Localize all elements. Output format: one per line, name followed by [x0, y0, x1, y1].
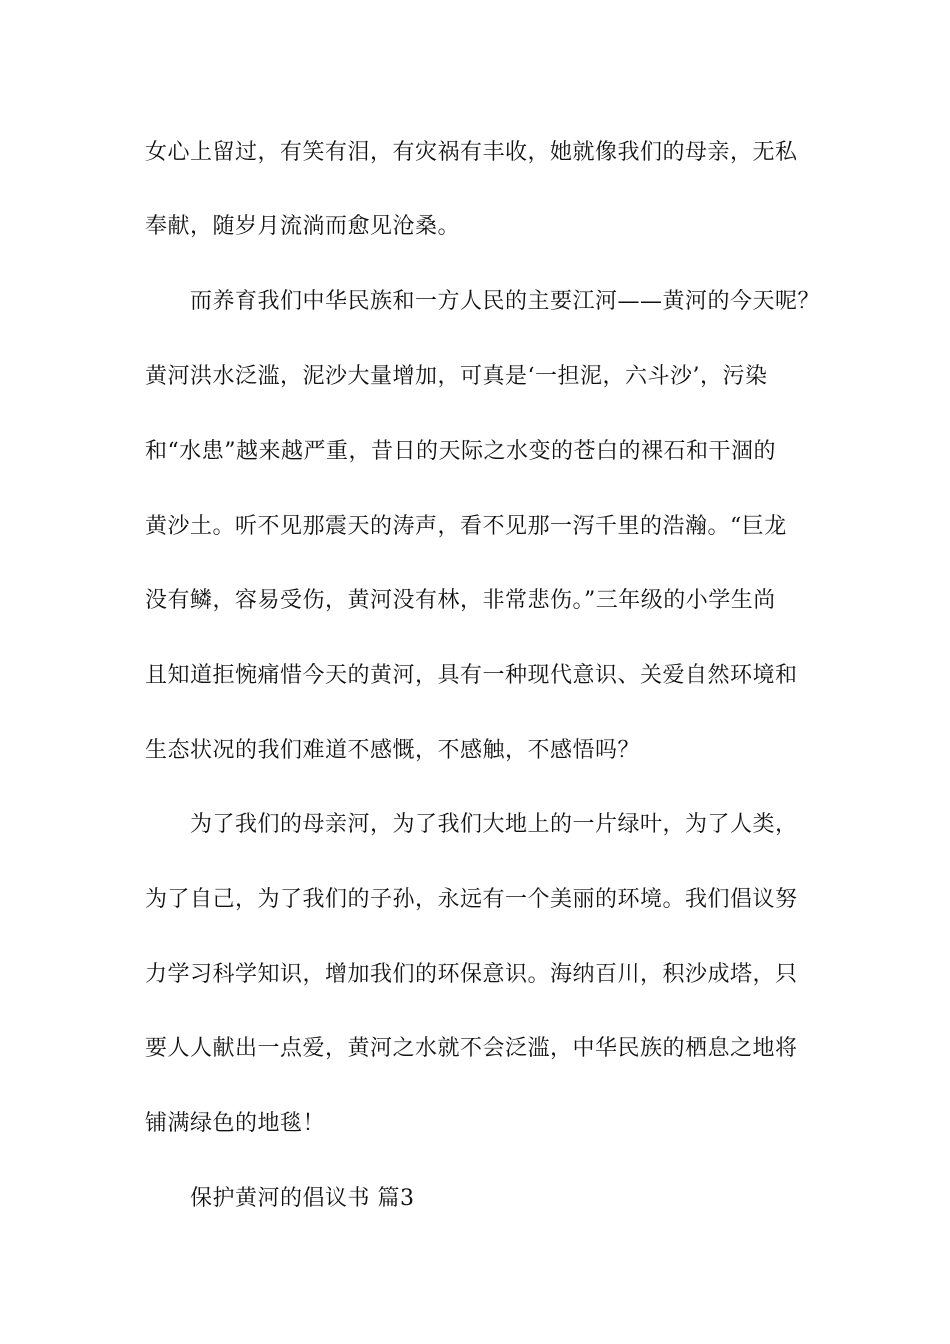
paragraph-line: 为了我们的母亲河，为了我们大地上的一片绿叶，为了人类， [190, 812, 798, 837]
paragraph-line: 奉献，随岁月流淌而愈见沧桑。 [145, 214, 461, 239]
paragraph-line: 铺满绿色的地毯！ [145, 1111, 326, 1136]
paragraph-line: 女心上留过，有笑有泪，有灾祸有丰收，她就像我们的母亲，无私 [145, 140, 798, 165]
section-heading: 保护黄河的倡议书 篇3 [190, 1186, 415, 1211]
paragraph-line: 而养育我们中华民族和一方人民的主要江河——黄河的今天呢？ [190, 289, 821, 314]
paragraph-line: 黄河洪水泛滥，泥沙大量增加，可真是‘一担泥，六斗沙’，污染 [145, 364, 768, 389]
paragraph-line: 黄沙土。听不见那震天的涛声，看不见那一泻千里的浩瀚。“巨龙 [145, 514, 787, 539]
paragraph-line: 且知道拒惋痛惜今天的黄河，具有一种现代意识、关爱自然环境和 [145, 663, 798, 688]
paragraph-line: 为了自己，为了我们的子孙，永远有一个美丽的环境。我们倡议努 [145, 887, 798, 912]
paragraph-line: 没有鳞，容易受伤，黄河没有林，非常悲伤。”三年级的小学生尚 [145, 588, 776, 613]
paragraph-line: 和“水患”越来越严重，昔日的天际之水变的苍白的裸石和干涸的 [145, 439, 776, 464]
paragraph-line: 生态状况的我们难道不感慨，不感触，不感悟吗？ [145, 738, 641, 763]
paragraph-line: 要人人献出一点爱，黄河之水就不会泛滥，中华民族的栖息之地将 [145, 1036, 798, 1061]
paragraph-line: 力学习科学知识，增加我们的环保意识。海纳百川，积沙成塔，只 [145, 962, 798, 987]
